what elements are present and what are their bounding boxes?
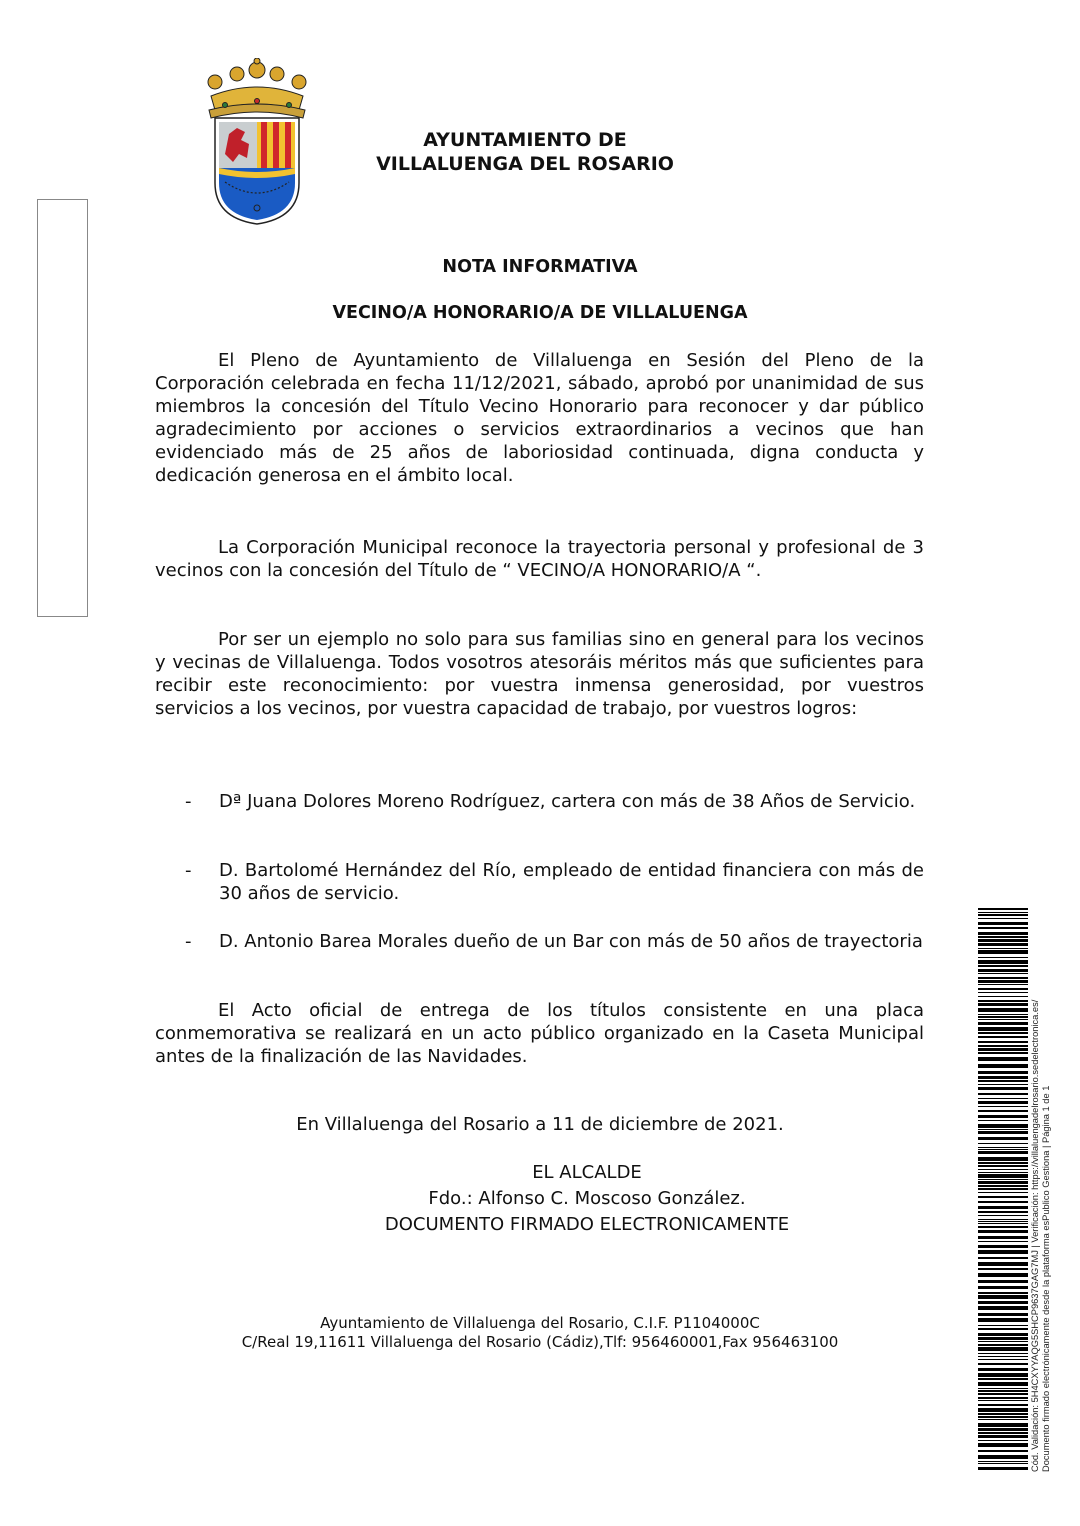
document-title: NOTA INFORMATIVA [442, 257, 638, 277]
organization-name [330, 128, 720, 176]
municipal-coat-of-arms-icon [203, 58, 311, 226]
document-subtitle: VECINO/A HONORARIO/A DE VILLALUENGA [332, 303, 748, 323]
honoree-text: D. Bartolomé Hernández del Río, empleado de entidad financiera con más de 30 años de servicio. [219, 860, 924, 904]
validation-platform: Documento firmado electrónicamente desde la plataforma esPublico Gestiona | Página 1 de 1 [1041, 1085, 1051, 1472]
bullet-dash: - [185, 791, 192, 812]
margin-box [37, 199, 88, 617]
list-item [155, 859, 924, 905]
validation-text [1030, 908, 1054, 1472]
paragraph-recognition: La Corporación Municipal reconoce la trayectoria personal y profesional de 3 vecinos con la concesión del Título de “ VECINO/A HONORARIO/A “. [155, 537, 924, 581]
honoree-text: D. Antonio Barea Morales dueño de un Bar con más de 50 años de trayectoria [219, 931, 923, 952]
barcode-icon [978, 908, 1028, 1472]
paragraph-ceremony: El Acto oficial de entrega de los títulos consistente en una placa conmemorativa se realizará en un acto público organizado en la Caseta Municipal antes de la finalización de las Navidades. [155, 1000, 924, 1067]
paragraph-merits: Por ser un ejemplo no solo para sus familias sino en general para los vecinos y vecinas de Villaluenga. Todos vosotros atesoráis méritos más que suficientes para recibir este reconocimiento: por vuestra inmensa generosidad, por vuestros servicios a los vecinos, por vuestra capacidad de trabajo, por vuestros logros: [155, 629, 924, 719]
organization-name-line1: AYUNTAMIENTO DE [423, 129, 627, 151]
footer-address-line1: Ayuntamiento de Villaluenga del Rosario, C.I.F. P1104000C [320, 1314, 760, 1332]
bullet-dash: - [185, 931, 192, 952]
list-item [155, 790, 924, 813]
signature-role: EL ALCALDE [532, 1162, 642, 1183]
place-date: En Villaluenga del Rosario a 11 de diciembre de 2021. [296, 1114, 784, 1135]
signature-name: Fdo.: Alfonso C. Moscoso González. [428, 1188, 746, 1209]
bullet-dash: - [185, 860, 192, 881]
organization-name-line2: VILLALUENGA DEL ROSARIO [376, 153, 674, 175]
validation-code: Cód. Validación: 5H4CXYYAQG5SHCP9637GAG7MJ | Verificación: https://villaluengadelrosario.sedelectronica.es/ [1030, 999, 1040, 1472]
paragraph-approval: El Pleno de Ayuntamiento de Villaluenga en Sesión del Pleno de la Corporación celebrada en fecha 11/12/2021, sábado, aprobó por unanimidad de sus miembros la concesión del Título Vecino Honorario para reconocer y dar público agradecimiento por acciones o servicios extraordinarios a vecinos que han evidenciado más de 25 años de laboriosidad continuada, digna conducta y dedicación generosa en el ámbito local. [155, 350, 924, 486]
list-item [155, 930, 924, 953]
footer-address-line2: C/Real 19,11611 Villaluenga del Rosario (Cádiz),Tlf: 956460001,Fax 956463100 [241, 1333, 839, 1351]
signature-note: DOCUMENTO FIRMADO ELECTRONICAMENTE [384, 1214, 790, 1235]
honoree-text: Dª Juana Dolores Moreno Rodríguez, cartera con más de 38 Años de Servicio. [219, 791, 916, 812]
